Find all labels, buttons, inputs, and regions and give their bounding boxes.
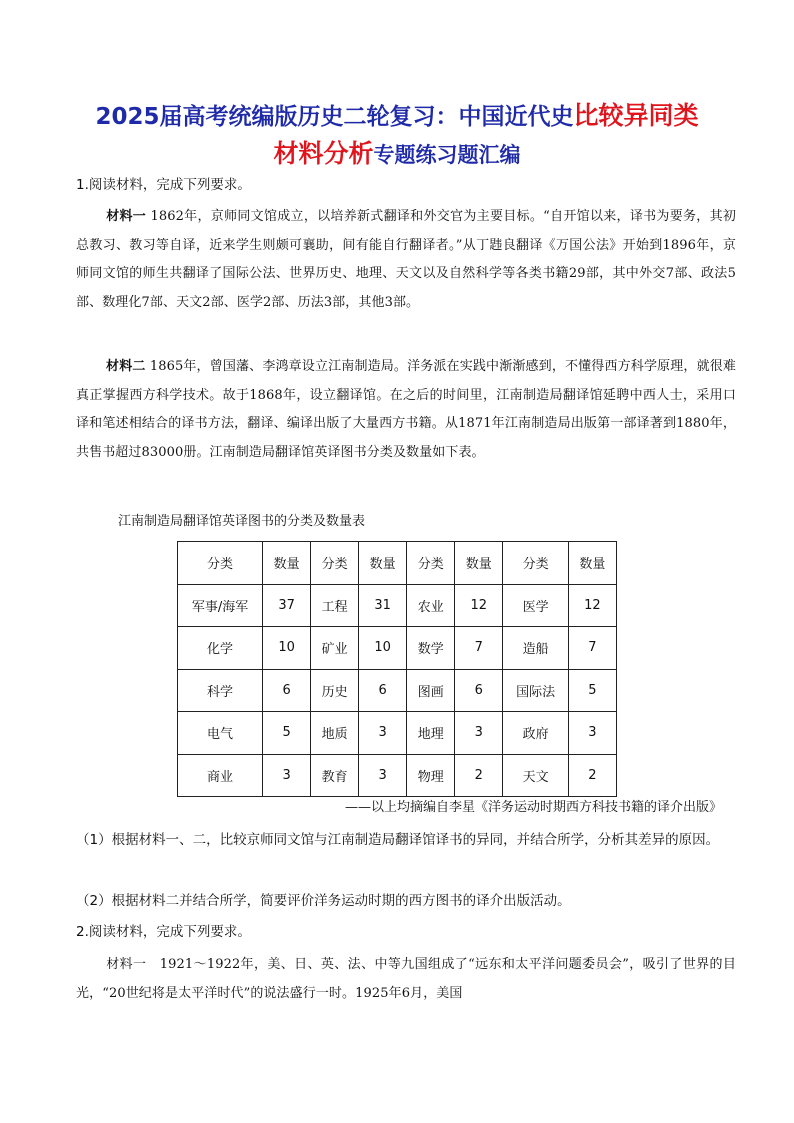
document-title-line1 — [40, 98, 754, 135]
material-text: 1865年，曾国藩、李鸿章设立江南制造局。洋务派在实践中渐渐感到，不懂得西方科学原理，就很难真正掌握西方科学技术。故于1868年，设立翻译馆。在之后的时间里，江南制造局翻译馆延聘中西人士，采用口译和笔述相结合的译书方法，翻译、编译出版了大量西方书籍。从1871年江南制造局出版第一部译著到1880年，共售书超过83000册。江南制造局翻译馆英译图书分类及数量如下表。 — [76, 359, 736, 460]
table-cell: 历史 — [311, 669, 359, 712]
book-category-table — [177, 541, 617, 797]
table-cell: 5 — [263, 712, 311, 755]
table-cell: 2 — [568, 754, 616, 797]
table-cell: 物理 — [407, 754, 455, 797]
table-cell: 商业 — [178, 754, 263, 797]
title-highlight: 材料分析 — [273, 139, 374, 168]
table-cell: 2 — [455, 754, 503, 797]
table-cell: 军事/海军 — [178, 584, 263, 627]
table-cell: 分类 — [311, 542, 359, 585]
table-cell: 5 — [568, 669, 616, 712]
table-cell: 农业 — [407, 584, 455, 627]
table-cell: 矿业 — [311, 627, 359, 670]
table-row — [178, 712, 617, 755]
table-cell: 3 — [455, 712, 503, 755]
material-label: 材料二 — [106, 359, 146, 374]
material-label: 材料一 — [106, 957, 147, 972]
table-row — [178, 669, 617, 712]
table-caption: 江南制造局翻译馆英译图书的分类及数量表 — [118, 514, 366, 529]
table-header-row — [178, 542, 617, 585]
table-cell: 6 — [263, 669, 311, 712]
title-highlight: 比较异同类 — [573, 101, 699, 130]
material-label: 材料一 — [106, 209, 147, 224]
table-cell: 3 — [359, 754, 407, 797]
title-text: 专题练习题汇编 — [373, 143, 521, 167]
q2-material-1-paragraph — [76, 951, 736, 1008]
table-cell: 教育 — [311, 754, 359, 797]
sub-question-1: （1）根据材料一、二，比较京师同文馆与江南制造局翻译馆译书的异同，并结合所学，分析其差异的原因。 — [76, 832, 720, 848]
table-cell: 数量 — [263, 542, 311, 585]
title-text: 2025届高考统编版历史二轮复习：中国近代史 — [95, 104, 574, 130]
table-cell: 数量 — [455, 542, 503, 585]
table-cell: 电气 — [178, 712, 263, 755]
table-cell: 10 — [263, 627, 311, 670]
document-title-line2 — [40, 136, 754, 173]
table-cell: 医学 — [503, 584, 568, 627]
table-cell: 12 — [568, 584, 616, 627]
table-cell: 天文 — [503, 754, 568, 797]
material-text: 1921～1922年，美、日、英、法、中等九国组成了“远东和太平洋问题委员会”，吸引了世界的目光，“20世纪将是太平洋时代”的说法盛行一时。1925年6月，美国 — [76, 957, 736, 1001]
table-cell: 政府 — [503, 712, 568, 755]
table-cell: 3 — [263, 754, 311, 797]
table-cell: 造船 — [503, 627, 568, 670]
table-cell: 31 — [359, 584, 407, 627]
table-cell: 数量 — [359, 542, 407, 585]
table-cell: 37 — [263, 584, 311, 627]
table-cell: 分类 — [178, 542, 263, 585]
table-cell: 6 — [455, 669, 503, 712]
table-cell: 分类 — [503, 542, 568, 585]
table-cell: 7 — [568, 627, 616, 670]
table-cell: 数学 — [407, 627, 455, 670]
material-2-paragraph — [76, 353, 736, 467]
table-cell: 图画 — [407, 669, 455, 712]
table-cell: 分类 — [407, 542, 455, 585]
material-1-paragraph — [76, 203, 736, 317]
question-2-heading: 2.阅读材料，完成下列要求。 — [76, 924, 251, 940]
table-cell: 3 — [359, 712, 407, 755]
table-cell: 地质 — [311, 712, 359, 755]
table-cell: 工程 — [311, 584, 359, 627]
table-cell: 科学 — [178, 669, 263, 712]
table-row — [178, 627, 617, 670]
table-row — [178, 584, 617, 627]
table-cell: 7 — [455, 627, 503, 670]
material-text: 1862年，京师同文馆成立，以培养新式翻译和外交官为主要目标。“自开馆以来，译书为要务，其初总教习、教习等自译，近来学生则颇可襄助，间有能自行翻译者。”从丁韪良翻译《万国公法》开始到1896年，京师同文馆的师生共翻译了国际公法、世界历史、地理、天文以及自然科学等各类书籍29部，其中外交7部、政法5部、数理化7部、天文2部、医学2部、历法3部，其他3部。 — [76, 209, 736, 310]
question-1-heading: 1.阅读材料，完成下列要求。 — [76, 177, 251, 193]
table-cell: 数量 — [568, 542, 616, 585]
table-cell: 化学 — [178, 627, 263, 670]
table-cell: 国际法 — [503, 669, 568, 712]
table-row — [178, 754, 617, 797]
table-cell: 地理 — [407, 712, 455, 755]
table-cell: 3 — [568, 712, 616, 755]
table-cell: 12 — [455, 584, 503, 627]
table-cell: 10 — [359, 627, 407, 670]
sub-question-2: （2）根据材料二并结合所学，简要评价洋务运动时期的西方图书的译介出版活动。 — [76, 893, 571, 909]
source-citation: ——以上均摘编自李星《洋务运动时期西方科技书籍的译介出版》 — [344, 800, 722, 815]
table-cell: 6 — [359, 669, 407, 712]
